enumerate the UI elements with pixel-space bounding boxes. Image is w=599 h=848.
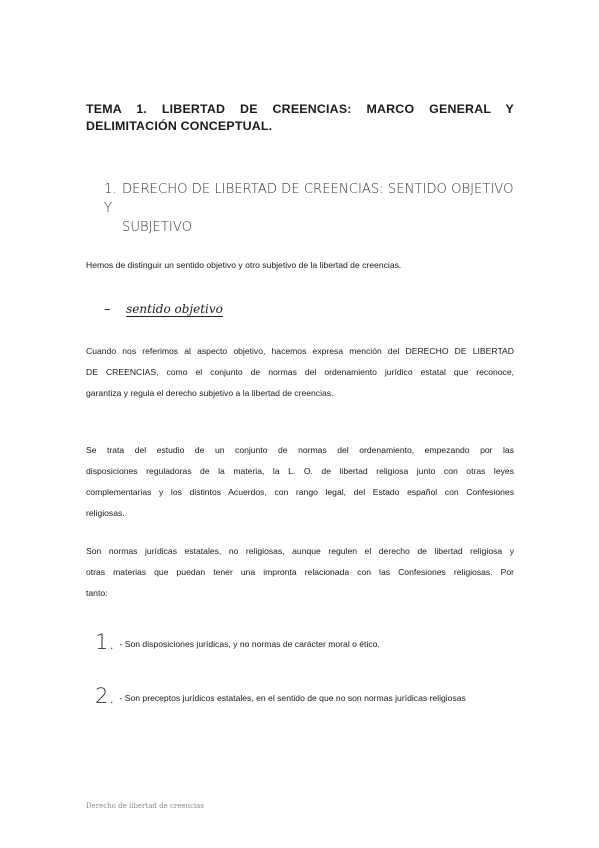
paragraph-line: disposiciones reguladoras de la materia, la L. O. de libertad religiosa junto con otras leyes [86,466,514,476]
list-item-number: 2. [95,684,116,708]
paragraph-aspecto-objetivo [86,341,514,404]
title-line-2: DELIMITACIÓN CONCEPTUAL. [86,119,273,133]
intro-paragraph [86,255,514,276]
title-line-1: TEMA 1. LIBERTAD DE CREENCIAS: MARCO GENERAL Y [86,102,514,116]
page-footer: Derecho de libertad de creencias [86,802,204,810]
document-title [86,101,514,135]
list-item [95,684,466,708]
intro-text: Hemos de distinguir un sentido objetivo y otro subjetivo de la libertad de creencias. [86,260,402,270]
section-heading-line-2: SUBJETIVO [122,220,192,235]
section-heading-line-1: DERECHO DE LIBERTAD DE CREENCIAS: SENTIDO OBJETIVO Y [104,182,514,216]
paragraph-line: tanto: [86,588,108,598]
paragraph-line: garantiza y regula el derecho subjetivo a la libertad de creencias. [86,388,334,398]
paragraph-line: religiosas. [86,508,125,518]
paragraph-line: otras materias que puedan tener una impronta relacionada con las Confesiones religiosas. Por [86,567,514,577]
paragraph-normas-estatales [86,541,514,604]
paragraph-line: Cuando nos referimos al aspecto objetivo, hacemos expresa mención del DERECHO DE LIBERTAD [86,346,514,356]
paragraph-line: Se trata del estudio de un conjunto de normas del ordenamiento, empezando por las [86,445,514,455]
list-item-text: - Son preceptos jurídicos estatales, en el sentido de que no son normas jurídicas religiosas [119,693,466,703]
list-item [95,630,380,654]
subheading-bullet: – [104,302,111,317]
paragraph-line: complementarias y los distintos Acuerdos, con rango legal, del Estado español con Confesiones [86,487,514,497]
list-item-number: 1. [95,630,116,654]
subheading-sentido-objetivo [104,300,223,319]
section-heading [104,180,524,237]
paragraph-line: Son normas jurídicas estatales, no religiosas, aunque regulen el derecho de libertad religiosa y [86,546,514,556]
subheading-label: sentido objetivo [126,302,223,316]
paragraph-line: DE CREENCIAS, como el conjunto de normas del ordenamiento jurídico estatal que reconoce, [86,367,514,377]
paragraph-conjunto-normas [86,440,514,524]
section-number: 1. [104,182,117,197]
list-item-text: - Son disposiciones jurídicas, y no normas de carácter moral o ético. [119,639,380,649]
